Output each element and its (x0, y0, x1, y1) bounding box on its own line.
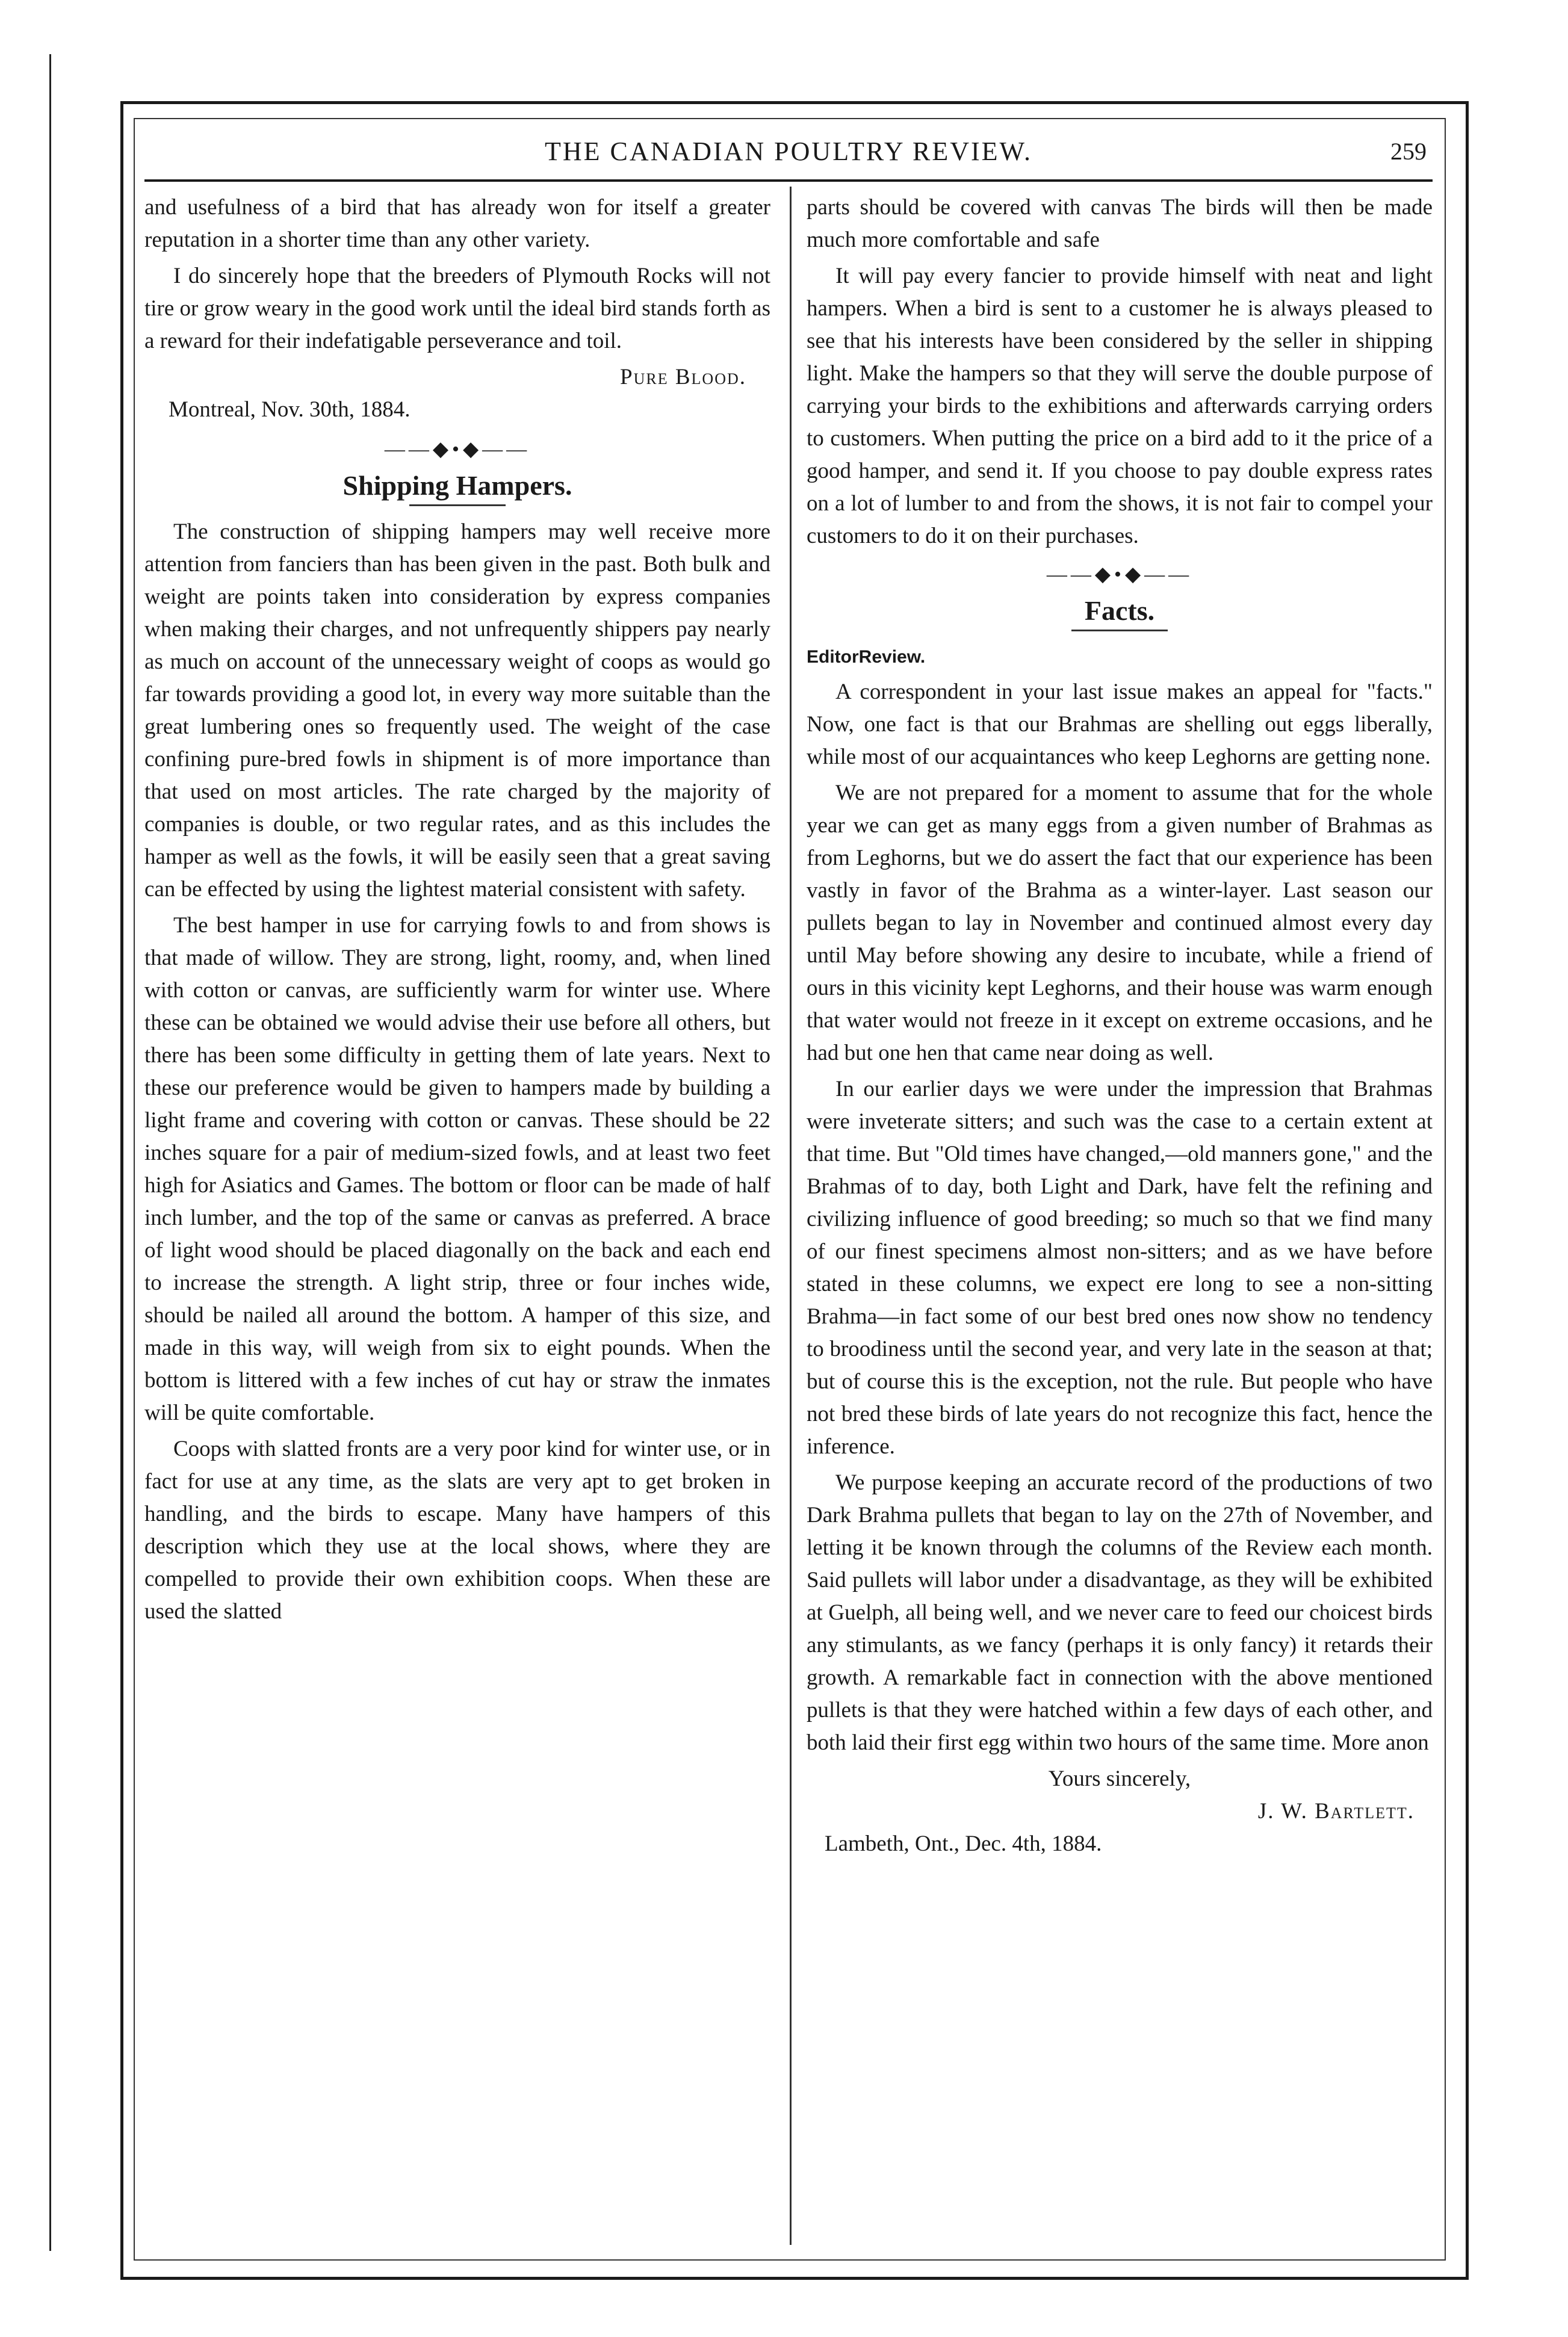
section-ornament: ——◆•◆—— (1046, 563, 1193, 586)
paragraph: We are not prepared for a moment to assume that for the whole year we can get as many eggs from a given number of Brahmas as from Leghorns, but we do assert the fact that our experience has been vastly in favor of the Brahma as a winter-layer. Last season our pullets began to lay in November and continued almost every day until May before showing any desire to incubate, while a friend of ours in this vicinity kept Leghorns, and their house was warm enough that water would not freeze in it except on extreme occasions, and he had but one hen that came near doing as well. (807, 781, 1433, 1065)
paragraph: Coops with slatted fronts are a very poor kind for winter use, or in fact for use at any time, as the slats are very apt to get broken in handling, and the birds to escape. Many have hampers of this description which they use at the local shows, where they are compelled to provide their own exhibition coops. When these are used the slatted (144, 1437, 770, 1624)
article-heading-shipping-hampers: Shipping Hampers. (342, 470, 572, 501)
place-date: Lambeth, Ont., Dec. 4th, 1884. (825, 1831, 1102, 1856)
right-column (807, 191, 1433, 1860)
margin-rule (49, 54, 51, 2251)
dateline: Montreal, Nov. 30th, 1884. (169, 397, 411, 422)
paragraph: The best hamper in use for carrying fowls to and from shows is that made of willow. They are strong, light, roomy, and, when lined with cotton or canvas, are sufficiently warm for winter use. Where these can be obtained we would advise their use before all others, but there has been some difficulty in getting them of late years. Next to these our preference would be given to hampers made by building a light frame and covering with cotton or canvas. These should be 22 inches square for a pair of medium-sized fowls, and at least two feet high for Asiatics and Games. The bottom or floor can be made of half inch lumber, and the top of the same or canvas as preferred. A brace of light wood should be placed diagonally on the back and each end to increase the strength. A light strip, three or four inches wide, should be nailed all around the bottom. A hamper of this size, and made in this way, will weigh from six to eight pounds. When the bottom is littered with a few inches of cut hay or straw the inmates will be quite comfortable. (144, 913, 770, 1425)
heading-rule (409, 504, 506, 506)
closing: Yours sincerely, (1048, 1766, 1191, 1791)
paragraph: It will pay every fancier to provide himself with neat and light hampers. When a bird is sent to a customer he is always pleased to see that his interests have been considered by the seller in shipping light. Make the hampers so that they will serve the double purpose of carrying your birds to the exhibitions and afterwards carrying orders to customers. When putting the price on a bird add to it the price of a good hamper, and send it. If you choose to pay double express rates on a lot of lumber to and from the shows, it is not fair to compel your customers to do it on their purchases. (807, 264, 1433, 548)
paragraph: I do sincerely hope that the breeders of Plymouth Rocks will not tire or grow weary in the good work until the ideal bird stands forth as a reward for their indefatigable perseverance and toil. (144, 264, 770, 353)
page-number: 259 (1390, 138, 1427, 165)
paragraph: and usefulness of a bird that has already won for itself a greater reputation in a shorter time than any other variety. (144, 195, 770, 252)
page-header (144, 131, 1433, 179)
signature: Pure Blood. (620, 365, 746, 389)
paragraph: The construction of shipping hampers may well receive more attention from fanciers than has been given in the past. Both bulk and weight are points taken into consideration by express companies when making their charges, and not unfrequently shippers pay nearly as much on account of the unnecessary weight of coops as would go far towards providing a good lot, in every way more suitable than the great lumbering ones so frequently used. The weight of the case confining pure-bred fowls in shipment is of more importance than that used on most articles. The rate charged by the majority of companies is double, or two regular rates, and as this includes the hamper as well as the fowls, it will be easily seen that a great saving can be effected by using the lightest material consistent with safety. (144, 519, 770, 902)
running-title: THE CANADIAN POULTRY REVIEW. (545, 137, 1032, 166)
paragraph: parts should be covered with canvas The birds will then be made much more comfortable and safe (807, 195, 1433, 252)
paragraph: We purpose keeping an accurate record of the productions of two Dark Brahma pullets that began to lay on the 27th of November, and letting it be known through the columns of the Review each month. Said pullets will labor under a disadvantage, as they will be exhibited at Guelph, all being well, and we never care to feed our choicest birds any stimulants, as we fancy (perhaps it is only fancy) it retards their growth. A remarkable fact in connection with the above mentioned pullets is that they were hatched within a few days of each other, and both laid their first egg within two hours of the same time. More anon (807, 1470, 1433, 1755)
article-heading-facts: Facts. (1084, 595, 1155, 626)
column-divider (790, 187, 792, 2245)
section-ornament: ——◆•◆—— (384, 438, 531, 460)
paragraph: A correspondent in your last issue makes an appeal for "facts." Now, one fact is that our Brahmas are shelling out eggs liberally, while most of our acquaintances who keep Leghorns are getting none. (807, 679, 1433, 769)
left-column (144, 191, 770, 1632)
heading-rule (1071, 630, 1168, 631)
paragraph: In our earlier days we were under the impression that Brahmas were inveterate sitters; and such was the case to a certain extent at that time. But "Old times have changed,—old manners gone," and the Brahmas of to day, both Light and Dark, have felt the refining and civilizing influence of good breeding; so much so that we find many of our finest specimens almost non-sitters; and as we have before stated in these columns, we expect ere long to see a non-sitting Brahma—in fact some of our best bred ones now show no tendency to broodiness until the second year, and very late in the season at that; but of course this is the exception, not the rule. But people who have not bred these birds of late years do not recognize this fact, hence the inference. (807, 1077, 1433, 1459)
header-rule (144, 179, 1433, 182)
editor-salutation: EditorReview. (807, 647, 926, 667)
author-signature: J. W. Bartlett. (1257, 1799, 1415, 1824)
